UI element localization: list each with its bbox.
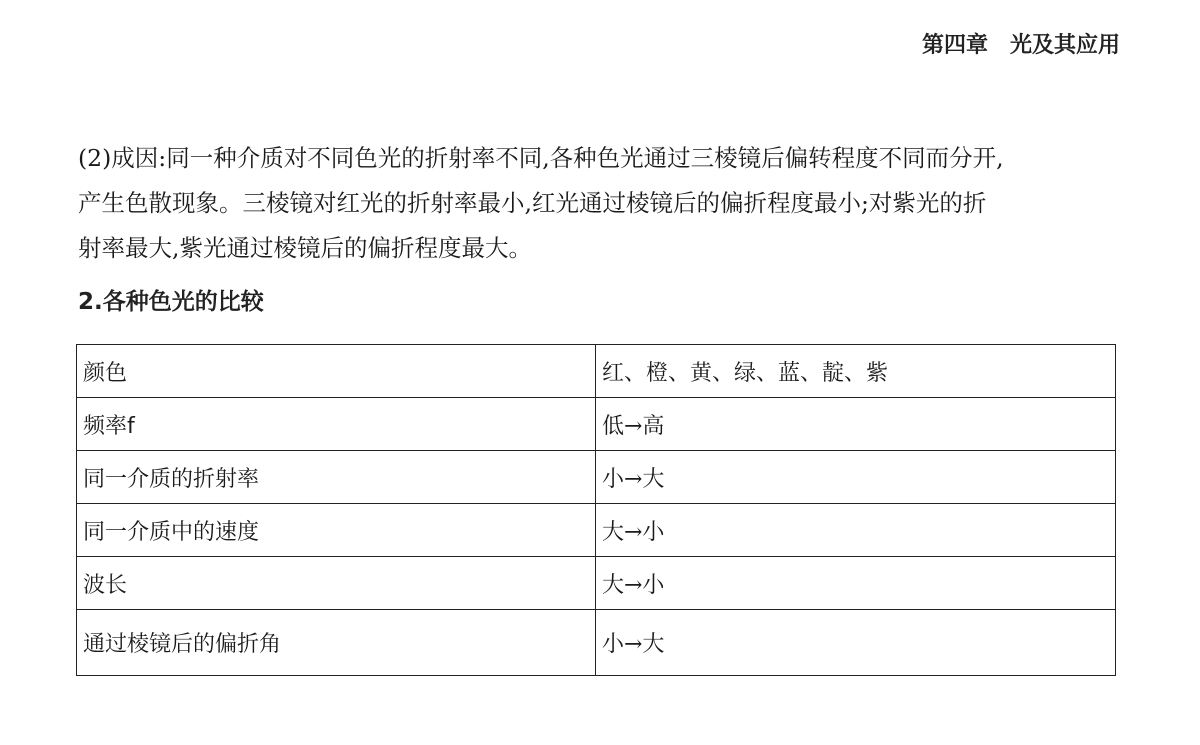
cause-paragraph [78, 136, 1123, 271]
row-label: 同一介质的折射率 [77, 451, 596, 504]
section-title: 2.各种色光的比较 [78, 289, 264, 315]
paragraph-line: 产生色散现象。三棱镜对红光的折射率最小,红光通过棱镜后的偏折程度最小;对紫光的折 [78, 189, 987, 217]
table-row [77, 398, 1116, 451]
row-value: 大→小 [596, 504, 1116, 557]
row-label: 同一介质中的速度 [77, 504, 596, 557]
table-row [77, 345, 1116, 398]
row-value: 小→大 [596, 610, 1116, 676]
color-comparison-table [76, 344, 1116, 676]
row-label: 波长 [77, 557, 596, 610]
table-row [77, 610, 1116, 676]
table-row [77, 451, 1116, 504]
row-value: 红、橙、黄、绿、蓝、靛、紫 [596, 345, 1116, 398]
row-label: 频率f [77, 398, 596, 451]
chapter-title: 光及其应用 [1009, 33, 1120, 58]
row-value: 大→小 [596, 557, 1116, 610]
paragraph-line: (2)成因:同一种介质对不同色光的折射率不同,各种色光通过三棱镜后偏转程度不同而分开, [78, 144, 1004, 172]
row-value: 小→大 [596, 451, 1116, 504]
table-row [77, 557, 1116, 610]
row-label: 颜色 [77, 345, 596, 398]
row-value: 低→高 [596, 398, 1116, 451]
chapter-number: 第四章 [921, 33, 988, 58]
paragraph-line: 射率最大,紫光通过棱镜后的偏折程度最大。 [78, 234, 532, 262]
row-label: 通过棱镜后的偏折角 [77, 610, 596, 676]
chapter-header [922, 28, 1120, 59]
table-row [77, 504, 1116, 557]
